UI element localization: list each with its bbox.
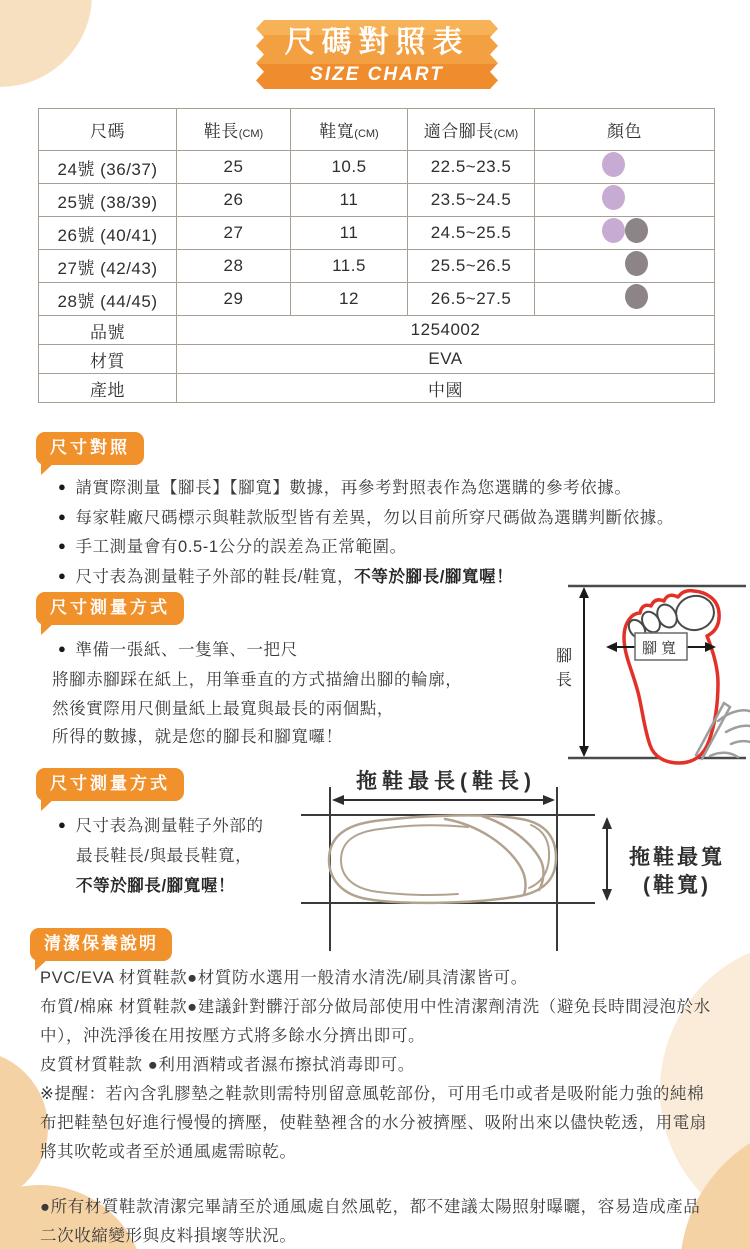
length-cell: 26	[177, 184, 291, 217]
measure-foot-lines	[52, 666, 522, 752]
size-cell: 28號 (44/45)	[39, 283, 177, 316]
arrow-right-icon	[543, 795, 555, 805]
gray-color-dot	[625, 218, 648, 243]
color-cell	[535, 217, 715, 250]
foot-measure-diagram	[548, 575, 750, 767]
table-info-row	[39, 316, 715, 345]
info-label: 材質	[39, 345, 177, 374]
unit-label: (CM)	[493, 128, 519, 140]
color-dots	[602, 218, 648, 243]
bullet-text: 尺寸表為測量鞋子外部的	[75, 817, 264, 835]
col-header-shoe-length	[177, 109, 291, 151]
width-cell: 11	[291, 217, 408, 250]
color-dots	[602, 284, 648, 309]
bullet-dot-icon: ●	[58, 567, 67, 583]
bullet-item	[58, 504, 728, 534]
col-header-color	[535, 109, 715, 151]
page-subtitle: SIZE CHART	[310, 64, 444, 85]
header-ribbon	[256, 20, 498, 89]
foot-length-label: 腳長	[555, 648, 572, 689]
arrow-up-icon	[602, 817, 612, 829]
measure-shoe-bullet-line	[58, 812, 264, 842]
product-number-value: 1254002	[177, 316, 715, 345]
bullet-dot-icon: ●	[58, 538, 67, 553]
bullet-text: 每家鞋廠尺碼標示與鞋款版型皆有差異，勿以目前所穿尺碼做為選購判斷依據。	[75, 508, 674, 527]
purple-color-dot	[602, 185, 625, 210]
info-label: 品號	[39, 316, 177, 345]
table-row	[39, 250, 715, 283]
table-row	[39, 217, 715, 250]
foot-length-cell: 23.5~24.5	[408, 184, 535, 217]
purple-color-dot	[602, 152, 625, 177]
length-cell: 27	[177, 217, 291, 250]
material-value: EVA	[177, 345, 715, 374]
header-label: 顏色	[607, 122, 642, 141]
color-cell	[535, 184, 715, 217]
page-title: 尺碼對照表	[284, 26, 470, 59]
section-badge-measure-foot: 尺寸測量方式	[36, 592, 184, 625]
shoe-width-label-2: (鞋寬)	[643, 874, 711, 897]
bullet-text: 請實際測量【腳長】【腳寬】數據，再參考對照表作為您選購的參考依據。	[75, 479, 632, 497]
bullet-item	[58, 533, 728, 563]
bullet-dot-icon: ●	[58, 641, 67, 656]
size-cell: 26號 (40/41)	[39, 217, 177, 250]
body-line: 所得的數據，就是您的腳長和腳寬囉！	[52, 728, 343, 746]
foot-length-cell: 26.5~27.5	[408, 283, 535, 316]
slipper-measure-diagram	[293, 763, 750, 958]
color-cell	[535, 283, 715, 316]
size-cell: 27號 (42/43)	[39, 250, 177, 283]
header-label: 適合腳長	[423, 122, 494, 141]
bullet-text: 手工測量會有0.5-1公分的誤差為正常範圍。	[75, 538, 407, 556]
table-info-row	[39, 345, 715, 374]
table-header-row	[39, 109, 715, 151]
shoe-width-label: 拖鞋最寬	[629, 846, 725, 869]
width-cell: 10.5	[291, 151, 408, 184]
bullet-bold-text: 不等於腳長/腳寬喔！	[354, 567, 514, 586]
unit-label: (CM)	[354, 128, 379, 140]
col-header-shoe-width	[291, 109, 408, 151]
section-badge-size-compare: 尺寸對照	[36, 432, 144, 465]
bullet-text: 尺寸表為測量鞋子外部的鞋長/鞋寬，	[75, 567, 355, 586]
color-dots	[602, 185, 648, 210]
gray-color-dot	[625, 251, 648, 276]
header-label: 尺碼	[90, 122, 125, 141]
purple-color-dot	[602, 218, 625, 243]
header-label: 鞋寬	[319, 122, 355, 141]
color-dots	[602, 152, 648, 177]
care-instructions	[40, 964, 716, 1249]
care-paragraph: PVC/EVA 材質鞋款●材質防水選用一般清水清洗/刷具清潔皆可。	[40, 969, 528, 987]
color-cell	[535, 151, 715, 184]
foot-width-label: 腳寬	[641, 640, 680, 657]
bullet-dot-icon: ●	[58, 817, 67, 832]
header-label: 鞋長	[203, 122, 239, 141]
table-row	[39, 184, 715, 217]
color-dots	[602, 251, 648, 276]
bullet-item	[58, 563, 728, 593]
size-cell: 24號 (36/37)	[39, 151, 177, 184]
table-info-row	[39, 374, 715, 403]
size-cell: 25號 (38/39)	[39, 184, 177, 217]
origin-value: 中國	[177, 374, 715, 403]
foot-length-cell: 22.5~23.5	[408, 151, 535, 184]
care-paragraph: ※提醒：若內含乳膠墊之鞋款則需特別留意風乾部份，可用毛巾或者是吸附能力強的純棉布把鞋墊包好進行慢慢的擠壓，使鞋墊裡含的水分被擠壓、吸附出來以儘快乾透，用電扇將其吹乾或者至於通風處需晾乾。	[40, 1085, 707, 1161]
length-cell: 28	[177, 250, 291, 283]
care-paragraph: 皮質材質鞋款 ●利用酒精或者濕布擦拭消毒即可。	[40, 1056, 415, 1074]
size-compare-bullets	[58, 474, 728, 592]
size-table	[38, 108, 715, 403]
col-header-foot-length	[408, 109, 535, 151]
shoe-length-label: 拖鞋最長(鞋長)	[356, 770, 536, 793]
table-row	[39, 283, 715, 316]
arrow-left-icon	[332, 795, 344, 805]
width-cell: 11.5	[291, 250, 408, 283]
section-badge-care: 清潔保養說明	[30, 928, 172, 961]
bullet-dot-icon: ●	[58, 479, 67, 494]
foot-length-cell: 24.5~25.5	[408, 217, 535, 250]
measure-shoe-bold-line: 不等於腳長/腳寬喔！	[76, 877, 236, 895]
section-badge-measure-shoe: 尺寸測量方式	[36, 768, 184, 801]
measure-foot-bullet-line	[58, 636, 298, 666]
table-row	[39, 151, 715, 184]
length-cell: 29	[177, 283, 291, 316]
measure-shoe-line2: 最長鞋長/與最長鞋寬，	[76, 847, 253, 865]
body-line: 然後實際用尺側量紙上最寬與最長的兩個點，	[52, 699, 394, 718]
foot-diagram-icon	[548, 575, 750, 767]
peach-circle-top-left	[0, 0, 92, 87]
body-line: 將腳赤腳踩在紙上，用筆垂直的方式描繪出腳的輪廓，	[52, 671, 463, 689]
gray-color-dot	[625, 284, 648, 309]
width-cell: 11	[291, 184, 408, 217]
color-cell	[535, 250, 715, 283]
info-label: 產地	[39, 374, 177, 403]
bullet-text: 準備一張紙、一隻筆、一把尺	[75, 641, 298, 659]
care-paragraph: 布質/棉麻 材質鞋款●建議針對髒汙部分做局部使用中性清潔劑清洗（避免長時間浸泡於水中），沖洗淨後在用按壓方式將多餘水分擠出即可。	[40, 998, 711, 1045]
care-paragraph: ●所有材質鞋款清潔完畢請至於通風處自然風乾，都不建議太陽照射曝曬，容易造成產品二次收縮變形與皮料損壞等狀況。	[40, 1198, 701, 1245]
arrow-down-icon	[579, 746, 589, 757]
col-header-size	[39, 109, 177, 151]
bullet-dot-icon: ●	[58, 508, 67, 524]
width-cell: 12	[291, 283, 408, 316]
length-cell: 25	[177, 151, 291, 184]
foot-length-cell: 25.5~26.5	[408, 250, 535, 283]
slipper-outline-icon	[329, 815, 556, 902]
arrow-left-icon	[606, 642, 617, 652]
bullet-item	[58, 474, 728, 504]
unit-label: (CM)	[238, 128, 264, 140]
